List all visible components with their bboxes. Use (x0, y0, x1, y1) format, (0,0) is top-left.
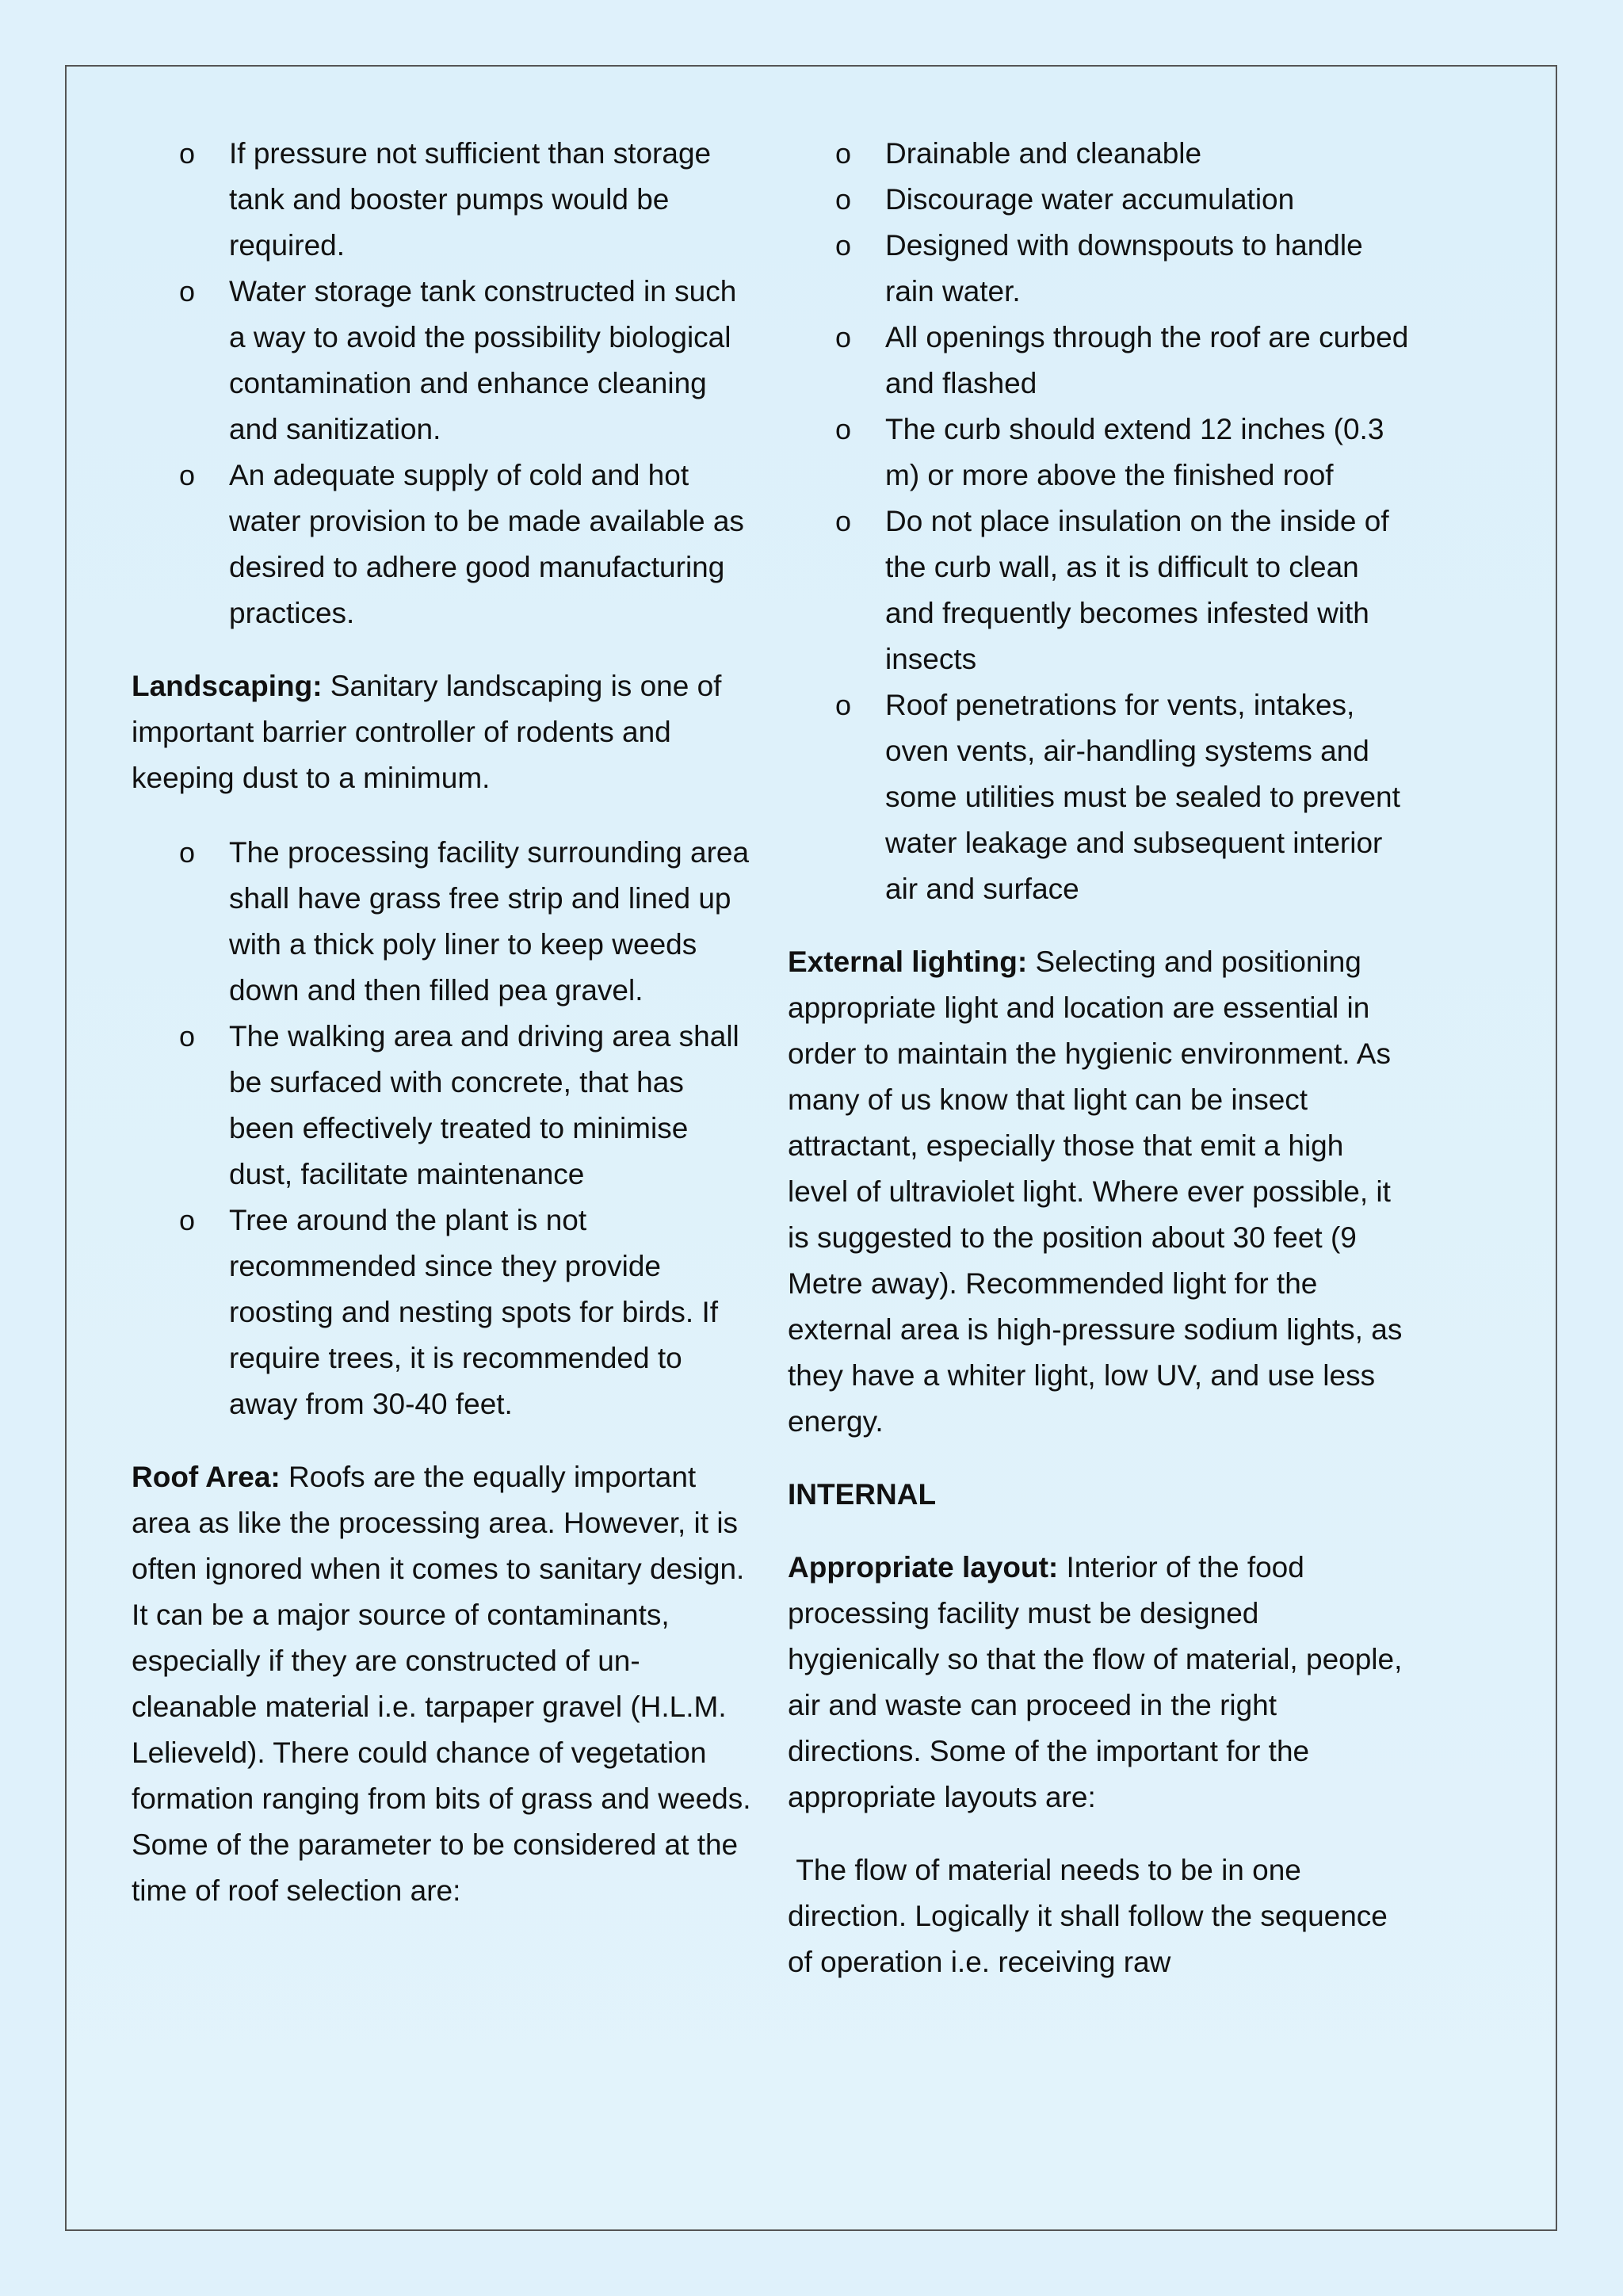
bullet-icon: o (179, 1020, 196, 1052)
right-column (788, 131, 1410, 1985)
bullet-icon: o (179, 459, 196, 491)
list-item: o Do not place insulation on the inside of the curb wall, as it is difficult to clean and frequently becomes infested with insects (788, 499, 1410, 682)
list-item: o All openings through the roof are curbed and flashed (788, 315, 1410, 407)
bullet-icon: o (835, 137, 852, 170)
list-item: o The processing facility surrounding area shall have grass free strip and lined up with a thick poly liner to keep weeds down and then filled pea gravel. (132, 830, 754, 1014)
list-item: o Roof penetrations for vents, intakes, oven vents, air-handling systems and some utilities must be sealed to prevent water leakage and subsequent interior air and surface (788, 682, 1410, 912)
list-item: o Water storage tank constructed in such a way to avoid the possibility biological contamination and enhance cleaning and sanitization. (132, 269, 754, 453)
landscaping-list (132, 830, 754, 1427)
list-item: o Designed with downspouts to handle rain water. (788, 223, 1410, 315)
external-lighting-paragraph: External lighting: Selecting and positioning appropriate light and location are essential in order to maintain the hygienic environment. As many of us know that light can be insect attractant, especially those that emit a high level of ultraviolet light. Where ever possible, it is suggested to the position about 30 feet (9 Metre away). Recommended light for the external area is high-pressure sodium lights, as they have a whiter light, low UV, and use less energy. (788, 946, 1403, 1438)
bullet-icon: o (179, 275, 196, 308)
list-item: o The curb should extend 12 inches (0.3 m) or more above the finished roof (788, 407, 1410, 499)
list-item: o The walking area and driving area shall be surfaced with concrete, that has been effectively treated to minimise dust, facilitate maintenance (132, 1014, 754, 1198)
water-supply-list (132, 131, 754, 636)
bullet-icon: o (835, 321, 852, 353)
left-column (132, 131, 754, 1914)
roof-area-label: Roof Area: (132, 1461, 281, 1493)
external-lighting-label: External lighting: (788, 946, 1028, 978)
roof-parameters-list (788, 131, 1410, 912)
bullet-icon: o (835, 413, 852, 445)
bullet-icon: o (179, 1204, 196, 1236)
appropriate-layout-paragraph: Appropriate layout: Interior of the food processing facility must be designed hygienically so that the flow of material, people, air and waste can proceed in the right directions. Some of the important for the appropriate layouts are: (788, 1551, 1403, 1813)
appropriate-layout-label: Appropriate layout: (788, 1551, 1059, 1584)
material-flow-paragraph: The flow of material needs to be in one direction. Logically it shall follow the sequence of operation i.e. receiving raw (788, 1854, 1396, 1978)
bullet-icon: o (179, 137, 196, 170)
bullet-icon: o (835, 229, 852, 262)
bullet-icon: o (179, 836, 196, 869)
list-item: o An adequate supply of cold and hot water provision to be made available as desired to adhere good manufacturing practices. (132, 453, 754, 636)
list-item: o Drainable and cleanable (788, 131, 1410, 177)
internal-heading: INTERNAL (788, 1478, 937, 1511)
bullet-icon: o (835, 183, 852, 216)
bullet-icon: o (835, 505, 852, 537)
landscaping-paragraph: Landscaping: Sanitary landscaping is one of important barrier controller of rodents and keeping dust to a minimum. (132, 670, 722, 794)
list-item: o Discourage water accumulation (788, 177, 1410, 223)
landscaping-label: Landscaping: (132, 670, 323, 702)
list-item: o Tree around the plant is not recommended since they provide roosting and nesting spots for birds. If require trees, it is recommended to away from 30-40 feet. (132, 1198, 754, 1427)
list-item: o If pressure not sufficient than storage tank and booster pumps would be required. (132, 131, 754, 269)
bullet-icon: o (835, 689, 852, 721)
roof-area-paragraph: Roof Area: Roofs are the equally important area as like the processing area. However, it is often ignored when it comes to sanitary design. It can be a major source of contaminants, especially if they are constructed of un-cleanable material i.e. tarpaper gravel (H.L.M. Lelieveld). There could chance of vegetation formation ranging from bits of grass and weeds. Some of the parameter to be considered at the time of roof selection are: (132, 1461, 751, 1907)
